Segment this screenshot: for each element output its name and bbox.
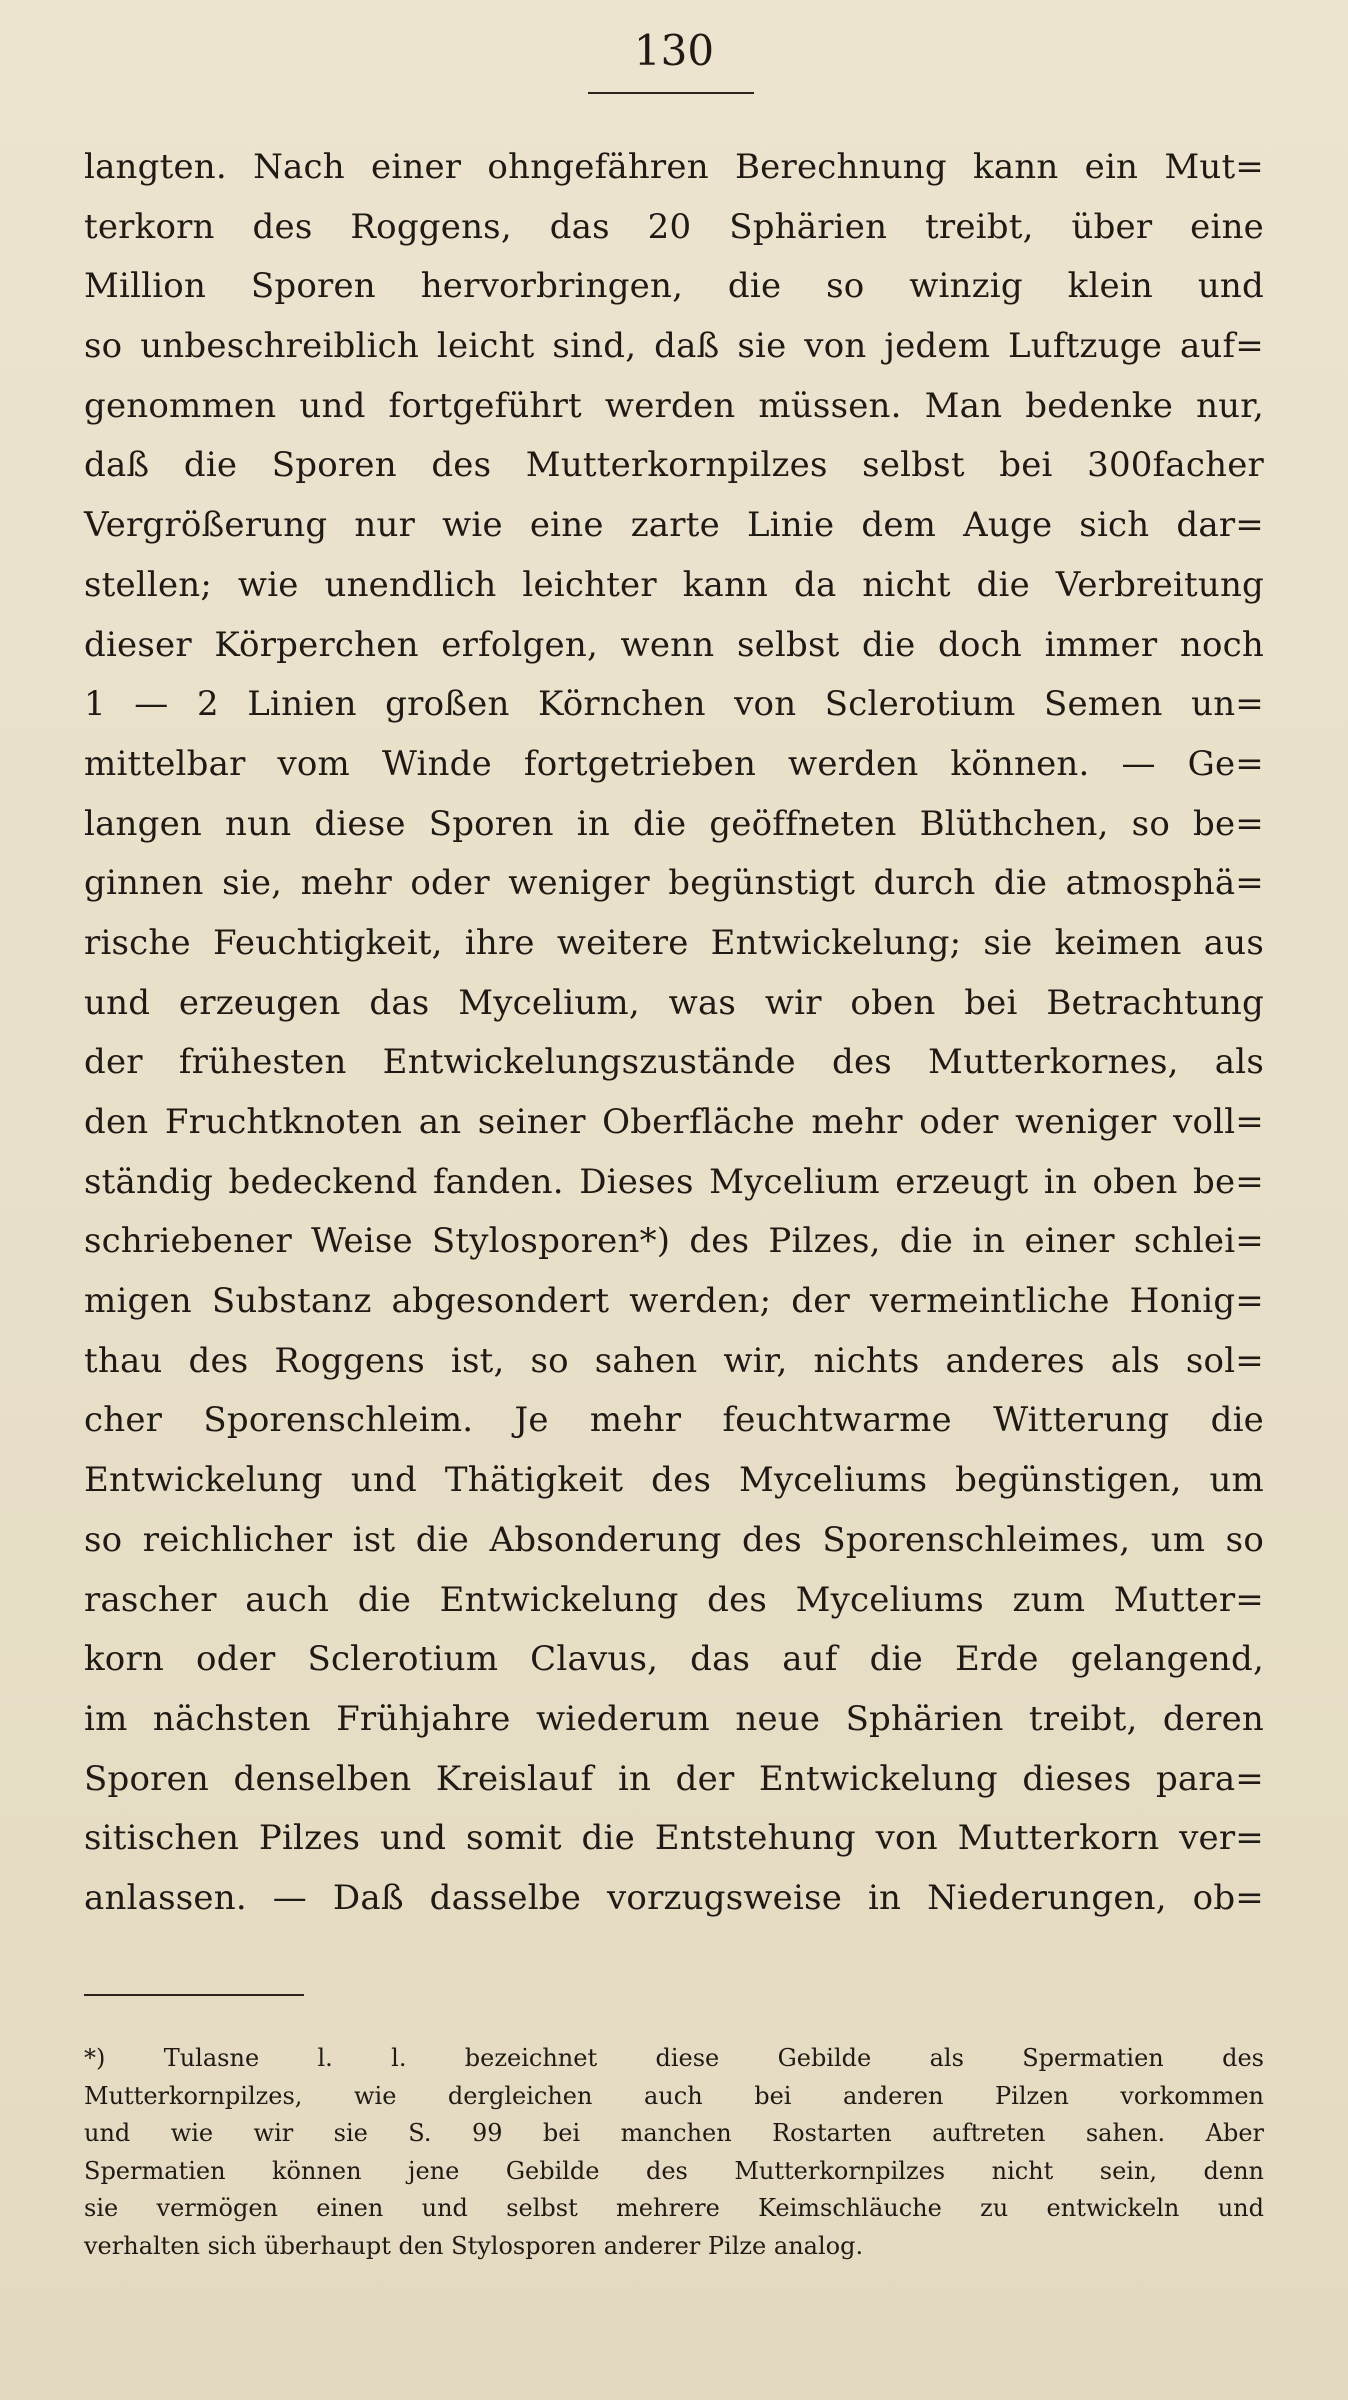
- text-line: Million Sporen hervorbringen, die so winzig klein und: [84, 266, 1264, 307]
- text-line: stellen; wie unendlich leichter kann da nicht die Verbreitung: [84, 564, 1264, 605]
- text-line: Entwickelung und Thätigkeit des Myceliums begünstigen, um: [84, 1460, 1264, 1501]
- footnote-line: Spermatien können jene Gebilde des Mutterkornpilzes nicht sein, denn: [84, 2156, 1264, 2185]
- text-line: so reichlicher ist die Absonderung des Sporenschleimes, um so: [84, 1519, 1264, 1560]
- page-number: 130: [633, 26, 715, 75]
- text-line: langten. Nach einer ohngefähren Berechnung kann ein Mut=: [84, 147, 1264, 187]
- text-line: thau des Roggens ist, so sahen wir, nichts anderes als sol=: [84, 1340, 1264, 1381]
- header-rule: [588, 92, 754, 94]
- text-line: Vergrößerung nur wie eine zarte Linie dem Auge sich dar=: [84, 505, 1264, 546]
- text-line: rascher auch die Entwickelung des Myceliums zum Mutter=: [84, 1579, 1264, 1620]
- text-line: im nächsten Frühjahre wiederum neue Sphärien treibt, deren: [84, 1698, 1264, 1739]
- footnote-line: verhalten sich überhaupt den Stylosporen anderer Pilze analog.: [84, 2231, 864, 2260]
- text-line: dieser Körperchen erfolgen, wenn selbst die doch immer noch: [84, 624, 1264, 665]
- text-line: sitischen Pilzes und somit die Entstehung von Mutterkorn ver=: [84, 1818, 1264, 1859]
- text-line: rische Feuchtigkeit, ihre weitere Entwickelung; sie keimen aus: [84, 922, 1264, 963]
- text-line: den Fruchtknoten an seiner Oberfläche mehr oder weniger voll=: [84, 1102, 1264, 1142]
- text-line: der frühesten Entwickelungszustände des Mutterkornes, als: [84, 1042, 1264, 1083]
- text-line: ständig bedeckend fanden. Dieses Mycelium erzeugt in oben be=: [84, 1161, 1264, 1202]
- text-line: genommen und fortgeführt werden müssen. Man bedenke nur,: [84, 385, 1264, 426]
- text-line: cher Sporenschleim. Je mehr feuchtwarme Witterung die: [84, 1400, 1264, 1441]
- footnote-rule: [84, 1994, 304, 1996]
- footnote-line: Mutterkornpilzes, wie dergleichen auch bei anderen Pilzen vorkommen: [84, 2081, 1264, 2110]
- footnote-line: sie vermögen einen und selbst mehrere Keimschläuche zu entwickeln und: [84, 2194, 1264, 2222]
- text-line: terkorn des Roggens, das 20 Sphärien treibt, über eine: [84, 206, 1264, 247]
- footnote-line: und wie wir sie S. 99 bei manchen Rostarten auftreten sahen. Aber: [84, 2119, 1264, 2147]
- text-line: anlassen. — Daß dasselbe vorzugsweise in Niederungen, ob=: [84, 1877, 1264, 1918]
- text-line: korn oder Sclerotium Clavus, das auf die Erde gelangend,: [84, 1639, 1264, 1680]
- text-line: daß die Sporen des Mutterkornpilzes selbst bei 300facher: [84, 445, 1264, 486]
- text-line: 1 — 2 Linien großen Körnchen von Sclerotium Semen un=: [84, 684, 1264, 725]
- body-text: [84, 138, 1264, 1929]
- text-line: migen Substanz abgesondert werden; der vermeintliche Honig=: [84, 1281, 1264, 1322]
- text-line: so unbeschreiblich leicht sind, daß sie von jedem Luftzuge auf=: [84, 326, 1264, 367]
- text-line: schriebener Weise Stylosporen*) des Pilzes, die in einer schlei=: [84, 1221, 1264, 1262]
- text-line: ginnen sie, mehr oder weniger begünstigt durch die atmosphä=: [84, 863, 1264, 904]
- text-line: langen nun diese Sporen in die geöffneten Blüthchen, so be=: [84, 803, 1264, 844]
- footnote-line: *) Tulasne l. l. bezeichnet diese Gebilde als Spermatien des: [84, 2044, 1264, 2072]
- text-line: mittelbar vom Winde fortgetrieben werden können. — Ge=: [84, 743, 1264, 784]
- footnote: [84, 2040, 1264, 2265]
- text-line: und erzeugen das Mycelium, was wir oben bei Betrachtung: [84, 982, 1264, 1023]
- text-line: Sporen denselben Kreislauf in der Entwickelung dieses para=: [84, 1758, 1264, 1799]
